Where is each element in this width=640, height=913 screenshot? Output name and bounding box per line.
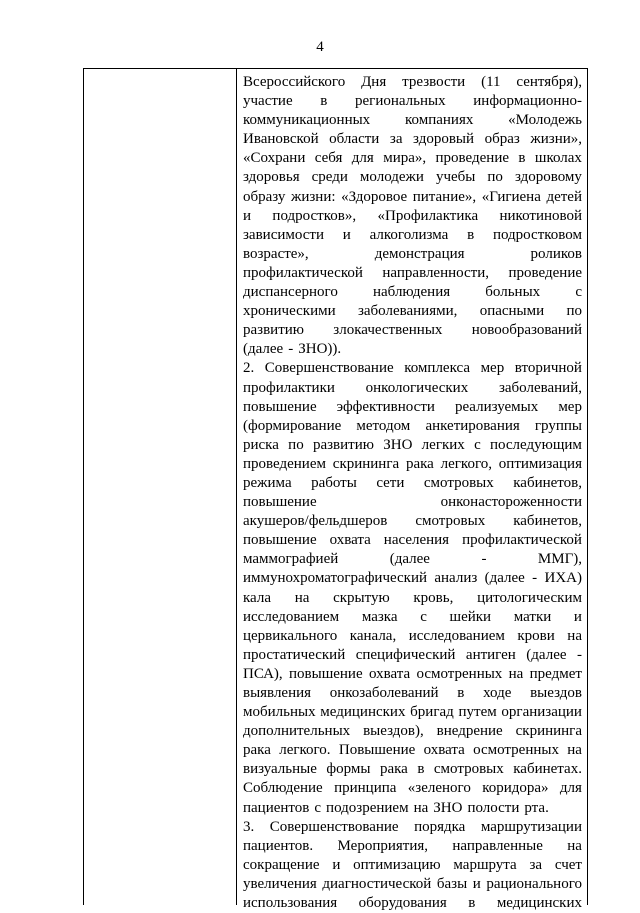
text-line: (формирование методом анкетирования группы bbox=[243, 417, 582, 434]
text-line: ПСА), повышение охвата осмотренных на предмет bbox=[243, 665, 582, 682]
text-line: проведением скрининга рака легкого, оптимизация bbox=[243, 455, 582, 472]
text-line: пациентов. Мероприятия, направленные на bbox=[243, 837, 582, 854]
text-line: пациентов с подозрением на ЗНО полости рта. bbox=[243, 799, 549, 816]
text-line: повышение онконастороженности bbox=[243, 494, 582, 511]
text-line: Всероссийского Дня трезвости (11 сентября), bbox=[243, 74, 582, 90]
text-line: маммографией (далее - ММГ), bbox=[243, 551, 582, 568]
text-line: участие в региональных информационно- bbox=[243, 93, 582, 110]
text-line: сокращение и оптимизацию маршрута за счет bbox=[243, 856, 582, 873]
text-line: исследованием мазка с шейки матки и bbox=[243, 608, 582, 625]
text-line: режима работы сети смотровых кабинетов, bbox=[243, 474, 582, 491]
text-line: и подростков», «Профилактика никотиновой bbox=[243, 207, 582, 224]
text-line: увеличения диагностической базы и рационального bbox=[243, 875, 582, 892]
text-line: использования оборудования в медицинских bbox=[243, 895, 582, 912]
text-line: хроническими заболеваниями, опасными по bbox=[243, 303, 582, 320]
table-right-cell bbox=[238, 69, 587, 912]
text-line: акушеров/фельдшеров смотровых кабинетов, bbox=[243, 513, 582, 530]
text-line: коммуникационных компаниях «Молодежь bbox=[243, 112, 582, 129]
text-line: возрасте», демонстрация роликов bbox=[243, 245, 582, 262]
table-left-cell bbox=[84, 69, 237, 905]
text-line: диспансерного наблюдения больных с bbox=[243, 284, 582, 301]
text-line: повышение эффективности реализуемых мер bbox=[243, 398, 582, 415]
text-line: Соблюдение принципа «зеленого коридора» для bbox=[243, 780, 582, 797]
text-line: здоровья среди молодежи учебы по здоровому bbox=[243, 169, 582, 186]
text-line: выявления онкозаболеваний в ходе выездов bbox=[243, 685, 582, 701]
text-line: образу жизни: «Здоровое питание», «Гигиена детей bbox=[243, 188, 582, 205]
text-line: иммунохроматографический анализ (далее - ИХА) bbox=[243, 570, 582, 587]
text-line: 2. Совершенствование комплекса мер вторичной bbox=[243, 360, 582, 377]
text-line: (далее - ЗНО)). bbox=[243, 341, 342, 358]
text-line: профилактической направленности, проведение bbox=[243, 264, 582, 281]
text-line: дополнительных выездов), внедрение скрининга bbox=[243, 723, 582, 740]
text-line: цервикального канала, исследованием крови на bbox=[243, 627, 582, 644]
text-line: визуальные формы рака в смотровых кабинетах. bbox=[243, 761, 582, 778]
page-number: 4 bbox=[316, 39, 324, 55]
text-line: 3. Совершенствование порядка маршрутизации bbox=[243, 818, 582, 835]
text-line: мобильных медицинских бригад путем организации bbox=[243, 704, 582, 721]
text-line: рака легкого. Повышение охвата осмотренных на bbox=[243, 742, 582, 759]
text-line: Ивановской области за здоровый образ жизни», bbox=[243, 131, 582, 148]
document-table bbox=[83, 68, 588, 912]
text-line: простатический специфический антиген (далее - bbox=[243, 646, 582, 663]
text-line: кала на скрытую кровь, цитологическим bbox=[243, 589, 582, 606]
text-line: зависимости и алкоголизма в подростковом bbox=[243, 226, 582, 243]
text-line: профилактики онкологических заболеваний, bbox=[243, 379, 582, 396]
text-line: «Сохрани себя для мира», проведение в школах bbox=[243, 150, 582, 167]
text-line: повышение охвата населения профилактической bbox=[243, 532, 582, 549]
text-line: риска по развитию ЗНО легких с последующим bbox=[243, 436, 582, 453]
text-line: развитию злокачественных новообразований bbox=[243, 322, 582, 339]
